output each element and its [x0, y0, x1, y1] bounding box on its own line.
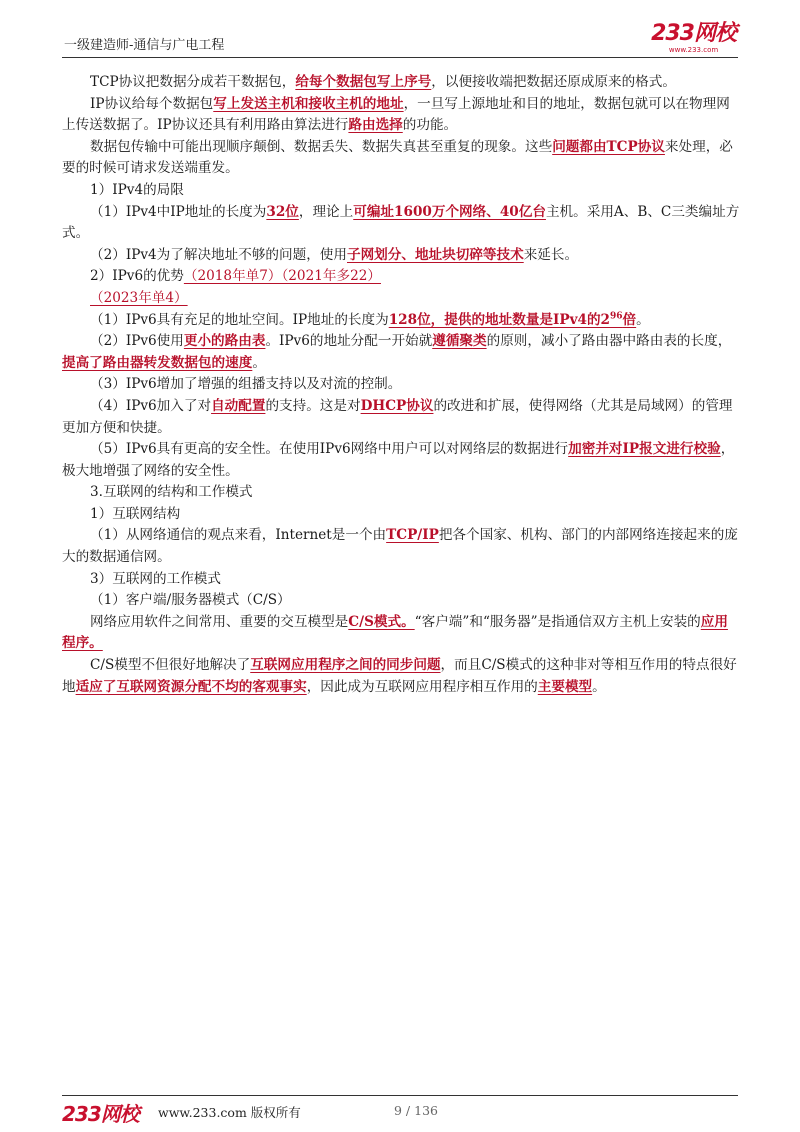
highlight	[389, 312, 636, 328]
highlight: 提高了路由器转发数据包的速度	[62, 354, 253, 371]
text: C/S模型不但很好地解决了	[90, 657, 251, 674]
brand-logo	[651, 22, 736, 54]
text: 的改进和扩展，使得网络（尤其是局域网）的管理更加方便和快捷。	[62, 397, 733, 436]
text: 网络应用软件之间常用、重要的交互模型是	[90, 613, 349, 630]
text: 把各个国家、机构、部门的内部网络连接起来的庞大的数据通信网。	[62, 527, 738, 566]
highlight: 写上发送主机和接收主机的地址	[213, 95, 404, 112]
footer-copyright: www.233.com 版权所有	[158, 1105, 301, 1120]
paragraph	[62, 137, 740, 180]
text: （1）IPv4中IP地址的长度为	[90, 203, 267, 220]
paragraph	[62, 439, 740, 482]
exam-reference: （2018年单7）（2021年多22）	[183, 268, 381, 285]
paragraph	[62, 310, 740, 332]
subheading: 1）互联网结构	[90, 505, 181, 522]
paragraph	[62, 72, 740, 94]
text: IP协议给每个数据包	[90, 95, 214, 112]
subheading: （1）客户端/服务器模式（C/S）	[90, 592, 291, 609]
text: ， 极大地增强了网络的安全性。	[62, 441, 735, 479]
highlight: 遵循聚类	[432, 333, 487, 350]
text: 的支持。这是对	[265, 397, 361, 414]
highlight: 32位	[266, 203, 299, 220]
highlight: 适应了互联网资源分配不均的客观事实	[75, 678, 307, 695]
highlight: 互联网应用程序之间的同步问题	[250, 657, 441, 674]
highlight: 加密并对IP报文进行校验	[568, 441, 721, 458]
highlight: 主要模型	[537, 678, 593, 695]
page-header	[62, 22, 738, 56]
text: ，因此成为互联网应用程序相互作用的	[306, 678, 538, 695]
highlight: DHCP协议	[360, 397, 434, 414]
paragraph	[62, 655, 740, 698]
text: （4）IPv6加入了对	[90, 397, 212, 414]
highlight: 路由选择	[348, 117, 403, 134]
page-number: 9 / 136	[394, 1103, 438, 1118]
text: 的功能。	[402, 117, 458, 134]
text: ，以便接收端把数据还原成原来的格式。	[431, 74, 676, 90]
text: 主机。采用A、B、C三类编址方式。	[62, 203, 740, 242]
text: （1）IPv6具有充足的地址空间。IP地址的长度为	[90, 311, 389, 328]
paragraph: （3）IPv6增加了增强的组播支持以及对流的控制。	[90, 376, 402, 393]
text: ，而且C/S模式的这种非对等相互作用的特点很好地	[62, 657, 737, 695]
text: ，一旦写上源地址和目的地址，数据包就可以在物理网上传送数据了。IP协议还具有利用路由算法进行	[62, 95, 730, 134]
highlight: TCP/IP	[386, 527, 439, 544]
highlight: 给每个数据包写上序号	[295, 74, 432, 90]
highlight: 更小的路由表	[183, 333, 266, 350]
highlight: 问题都由TCP协议	[552, 138, 665, 155]
subheading: 1）IPv4的局限	[90, 181, 184, 198]
highlight: 应用程序。	[62, 613, 728, 652]
exam-reference: （2023年单4）	[90, 289, 188, 306]
footer-divider	[62, 1095, 738, 1096]
text: 的原则，减小了路由器中路由表的长度，	[486, 333, 732, 350]
paragraph	[62, 612, 740, 655]
exponent: 96	[610, 311, 623, 321]
logo-text: 233网校	[651, 21, 736, 46]
text: TCP协议把数据分成若干数据包，	[90, 74, 296, 90]
paragraph	[62, 245, 740, 267]
exam-reference-line	[62, 288, 740, 310]
section-heading: 3.互联网的结构和工作模式	[90, 484, 253, 501]
text: 。	[252, 354, 266, 371]
text: （2）IPv6使用	[90, 333, 184, 350]
paragraph	[62, 202, 740, 245]
text: （1）从网络通信的观点来看，Internet是一个由	[90, 527, 387, 544]
text: 来处理，必要的时候可请求发送端重发。	[62, 138, 733, 177]
header-title: 一级建造师-通信与广电工程	[64, 38, 225, 53]
logo-url: www.233.com	[668, 46, 719, 54]
header-divider	[62, 57, 738, 58]
paragraph	[62, 525, 740, 568]
document-body	[62, 72, 740, 698]
highlight: 子网划分、地址块切碎等技术	[347, 246, 524, 263]
paragraph	[62, 396, 740, 439]
highlight: 自动配置	[211, 397, 266, 414]
text: 。IPv6的地址分配一开始就	[265, 333, 433, 350]
footer-logo: 233网校	[62, 1102, 139, 1126]
text: 来延长。	[523, 246, 579, 263]
text: ，理论上	[298, 203, 354, 220]
subheading	[62, 266, 740, 288]
text: （5）IPv6具有更高的安全性。在使用IPv6网络中用户可以对网络层的数据进行	[90, 441, 569, 458]
subheading: 3）互联网的工作模式	[90, 570, 221, 587]
text: 数据包传输中可能出现顺序颠倒、数据丢失、数据失真甚至重复的现象。这些	[90, 138, 553, 155]
text: 。	[636, 311, 650, 328]
text: “客户端”和“服务器”是指通信双方主机上安装的	[414, 613, 701, 630]
text: 128位，提供的地址数量是IPv4的2	[388, 311, 611, 328]
text: （2）IPv4为了解决地址不够的问题，使用	[90, 246, 347, 263]
paragraph	[62, 331, 740, 374]
highlight: 可编址1600万个网络、40亿台	[353, 203, 546, 220]
highlight: C/S模式。	[348, 613, 415, 630]
page-footer	[62, 1098, 738, 1124]
text: 。	[592, 678, 606, 695]
paragraph	[62, 94, 740, 137]
text: 2）IPv6的优势	[90, 268, 184, 285]
text: 倍	[622, 311, 637, 328]
